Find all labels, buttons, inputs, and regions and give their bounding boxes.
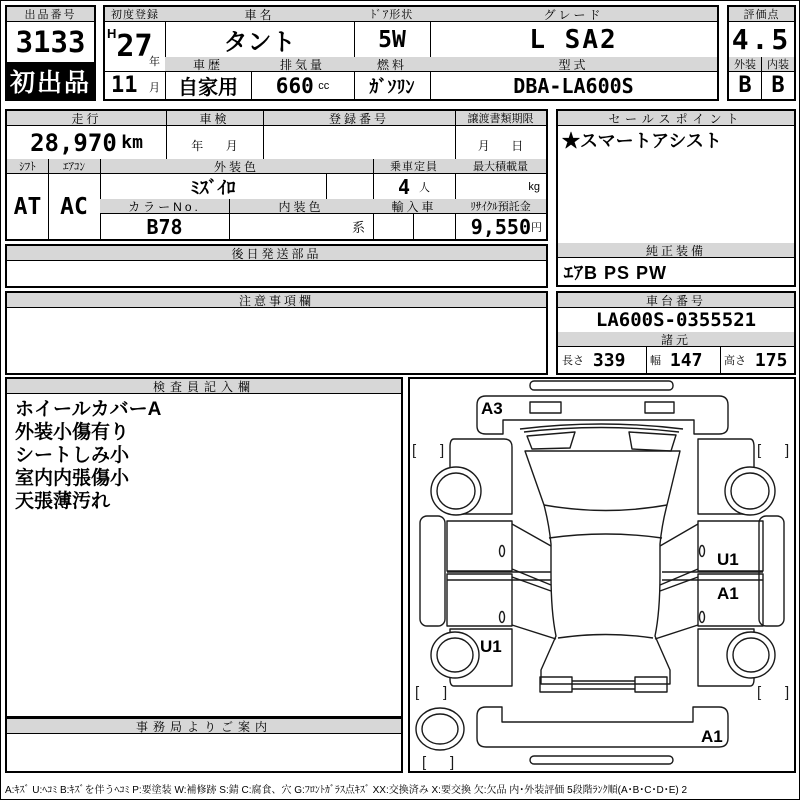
office-notice-label: 事務局よりご案内 — [7, 719, 401, 734]
aircon-value: AC — [60, 193, 88, 220]
transfer-day-suffix: 日 — [511, 139, 524, 153]
bracket-icon: [ — [757, 442, 762, 459]
rear-bumper — [477, 707, 728, 747]
history-label: 車歴 — [165, 57, 251, 72]
shaken-month-suffix: 月 — [225, 139, 238, 153]
later-parts-box — [5, 244, 548, 288]
lot-number-label: 出品番号 — [7, 7, 94, 22]
shaken-cell — [166, 126, 263, 159]
car-diagram — [410, 379, 794, 771]
cowl-line — [520, 424, 683, 429]
bracket-icon: ] — [785, 442, 790, 459]
equipment-label: 純正装備 — [558, 243, 794, 258]
office-notice-box — [5, 717, 403, 773]
registration-month-cell — [105, 71, 165, 99]
front-light-left — [530, 402, 561, 413]
interior-grade-value: B — [771, 73, 785, 98]
exterior-color-label: 外装色 — [100, 159, 373, 174]
first-registration-label: 初度登録 — [105, 7, 165, 22]
model-code-value: DBA-LA600S — [513, 73, 634, 98]
lot-number-box — [5, 5, 96, 101]
inspector-notes-label: 検査員記入欄 — [7, 379, 401, 394]
door-handle — [700, 546, 705, 557]
history-value: 自家用 — [178, 77, 238, 99]
left-rocker — [420, 516, 445, 626]
bracket-icon: ] — [440, 442, 445, 459]
damage-code-legend: A:ｷｽﾞ U:ﾍｺﾐ B:ｷｽﾞを伴うﾍｺﾐ P:要塗装 W:補修跡 S:錆 C:腐食、穴 G:ﾌﾛﾝﾄｶﾞﾗｽ点ｷｽﾞ XX:交換済み X:要交換 欠:欠品 内･外装評価 5段階ﾗﾝｸ順(A･B･C･D･E) 2 — [5, 785, 688, 796]
front-left-wheel-inner — [437, 473, 475, 509]
equipment-text: ｴｱB PS PW — [564, 262, 668, 283]
inspector-note: 室内内張傷小 — [15, 468, 130, 489]
grade-value: L SA2 — [529, 24, 618, 55]
inspector-notes-list — [15, 398, 161, 513]
spare-tire-inner — [422, 714, 458, 744]
score-value: 4.5 — [731, 23, 792, 56]
exterior-color-value: ﾐｽﾞｲﾛ — [190, 177, 236, 198]
height-label: 高さ — [724, 355, 746, 367]
model-code-label: 型式 — [430, 57, 717, 72]
inspector-note: 外装小傷有り — [15, 422, 130, 443]
first-listing-badge: 初出品 — [7, 62, 94, 99]
caution-box — [5, 291, 548, 375]
mileage-value: 28,970 — [30, 128, 117, 157]
wiper-zone-right — [629, 432, 676, 451]
inspector-note: シートしみ小 — [15, 445, 130, 466]
chassis-box — [556, 291, 796, 375]
capacity-label: 乗車定員 — [373, 159, 455, 174]
door-shape-label: ﾄﾞｱ形状 — [354, 7, 430, 22]
capacity-unit: 人 — [418, 181, 430, 194]
front-strip — [530, 381, 673, 390]
mileage-label: 走行 — [7, 111, 166, 126]
year-suffix: 年 — [149, 56, 160, 68]
rear-strip — [530, 756, 673, 764]
displacement-unit: cc — [318, 79, 330, 92]
length-value: 339 — [592, 349, 626, 371]
damage-label-rear-bumper: A1 — [701, 727, 723, 746]
exterior-grade-value: B — [738, 73, 752, 98]
door-handle — [500, 612, 505, 623]
fuel-label: 燃料 — [354, 57, 430, 72]
shift-value: AT — [13, 193, 42, 220]
crease-lines — [447, 572, 763, 580]
sales-point-box — [556, 109, 796, 287]
damage-label-front-bumper: A3 — [481, 399, 503, 418]
sales-point-text: ★スマートアシスト — [562, 131, 722, 151]
grade-label: グレード — [430, 7, 717, 22]
front-bumper — [477, 396, 728, 434]
car-name-label: 車名 — [165, 7, 354, 22]
first-registration-value — [107, 22, 163, 71]
width-value: 147 — [669, 349, 703, 371]
fuel-value: ｶﾞｿﾘﾝ — [369, 76, 415, 97]
shaken-label: 車検 — [166, 111, 263, 126]
damage-label-right-front-door: U1 — [717, 550, 739, 569]
capacity-cell — [373, 174, 455, 199]
lot-number-value: 3133 — [15, 25, 86, 59]
later-parts-label: 後日発送部品 — [7, 246, 546, 261]
wiper-zone-left — [527, 432, 575, 449]
shaken-year-suffix: 年 — [191, 139, 204, 153]
bracket-icon: [ — [757, 684, 762, 701]
registration-month: 11 — [111, 72, 138, 98]
recycle-fee-cell — [455, 214, 546, 239]
transfer-month-suffix: 月 — [477, 139, 490, 153]
displacement-value-cell — [251, 72, 354, 99]
door-shape-value: 5W — [378, 26, 406, 53]
interior-color-label: 内装色 — [229, 199, 373, 214]
front-door-slants — [512, 524, 698, 585]
capacity-value: 4 — [398, 174, 411, 199]
shift-label: ｼﾌﾄ — [7, 159, 48, 174]
inspector-note: 天張薄汚れ — [15, 491, 111, 512]
mileage-cell — [7, 126, 166, 159]
chassis-number-label: 車台番号 — [558, 293, 794, 308]
transfer-deadline-label: 譲渡書類期限 — [455, 111, 546, 126]
grid-line — [326, 174, 327, 199]
width-label: 幅 — [650, 355, 661, 367]
vehicle-info-table — [103, 5, 719, 101]
front-right-wheel-inner — [731, 473, 769, 509]
aircon-label: ｴｱｺﾝ — [48, 159, 100, 174]
interior-grade-label: 内装 — [762, 57, 794, 72]
bracket-icon: [ — [415, 684, 420, 701]
recycle-fee-value: 9,550 — [470, 214, 531, 239]
displacement-value: 660 — [275, 73, 314, 98]
inspector-notes-box — [5, 377, 403, 718]
door-handle — [500, 546, 505, 557]
damage-diagram-box — [408, 377, 796, 773]
bracket-icon: ] — [785, 684, 790, 701]
exterior-grade-label: 外装 — [729, 57, 761, 72]
specs-label: 諸元 — [558, 332, 794, 347]
mileage-unit: km — [121, 132, 143, 153]
transfer-deadline-cell — [455, 126, 546, 159]
sales-point-label: セールスポイント — [558, 111, 794, 126]
registration-table — [5, 109, 548, 241]
height-value: 175 — [754, 349, 788, 371]
car-name-value: タント — [223, 29, 296, 56]
width-cell — [646, 347, 720, 373]
cowl-line-2 — [524, 428, 679, 433]
registration-number-cell — [263, 126, 455, 159]
door-handle — [700, 612, 705, 623]
bracket-icon: ] — [443, 684, 448, 701]
registration-number-label: 登録番号 — [263, 111, 455, 126]
rear-window-arc — [558, 635, 653, 639]
import-label: 輸入車 — [373, 199, 455, 214]
inspector-note: ホイールカバーA — [15, 399, 162, 420]
recycle-fee-unit: 円 — [531, 221, 542, 234]
damage-label-left-rear-door: U1 — [480, 637, 502, 656]
rear-right-wheel-inner — [733, 638, 769, 672]
left-rear-door — [447, 574, 512, 626]
damage-label-right-rear-door: A1 — [717, 584, 739, 603]
recycle-label: ﾘｻｲｸﾙ預託金 — [455, 199, 546, 214]
front-light-right — [645, 402, 674, 413]
max-load-label: 最大積載量 — [455, 159, 546, 174]
length-cell — [558, 347, 646, 373]
displacement-label: 排気量 — [251, 57, 354, 72]
bracket-icon: ] — [450, 754, 455, 771]
color-no-label: カラーNo. — [100, 199, 229, 214]
height-cell — [720, 347, 794, 373]
month-suffix: 月 — [149, 82, 160, 94]
windshield-base-arc — [544, 505, 667, 511]
body-outline — [525, 451, 680, 684]
rear-door-slants — [512, 577, 698, 639]
interior-color-suffix: 系 — [351, 220, 365, 235]
tail-garnish — [572, 681, 635, 689]
color-no-value: B78 — [146, 214, 183, 239]
score-label: 評価点 — [729, 7, 794, 22]
length-label: 長さ — [562, 355, 584, 367]
roof-front-arc — [549, 534, 662, 538]
rear-left-wheel-inner — [437, 638, 473, 672]
grid-line — [413, 214, 414, 239]
era-letter: H — [107, 26, 117, 41]
bracket-icon: [ — [422, 754, 427, 771]
registration-year: 27 — [116, 29, 153, 64]
chassis-number-value: LA600S-0355521 — [595, 309, 757, 331]
max-load-unit: kg — [528, 180, 540, 193]
caution-label: 注意事項欄 — [7, 293, 546, 308]
bracket-icon: [ — [412, 442, 417, 459]
score-box — [727, 5, 796, 101]
